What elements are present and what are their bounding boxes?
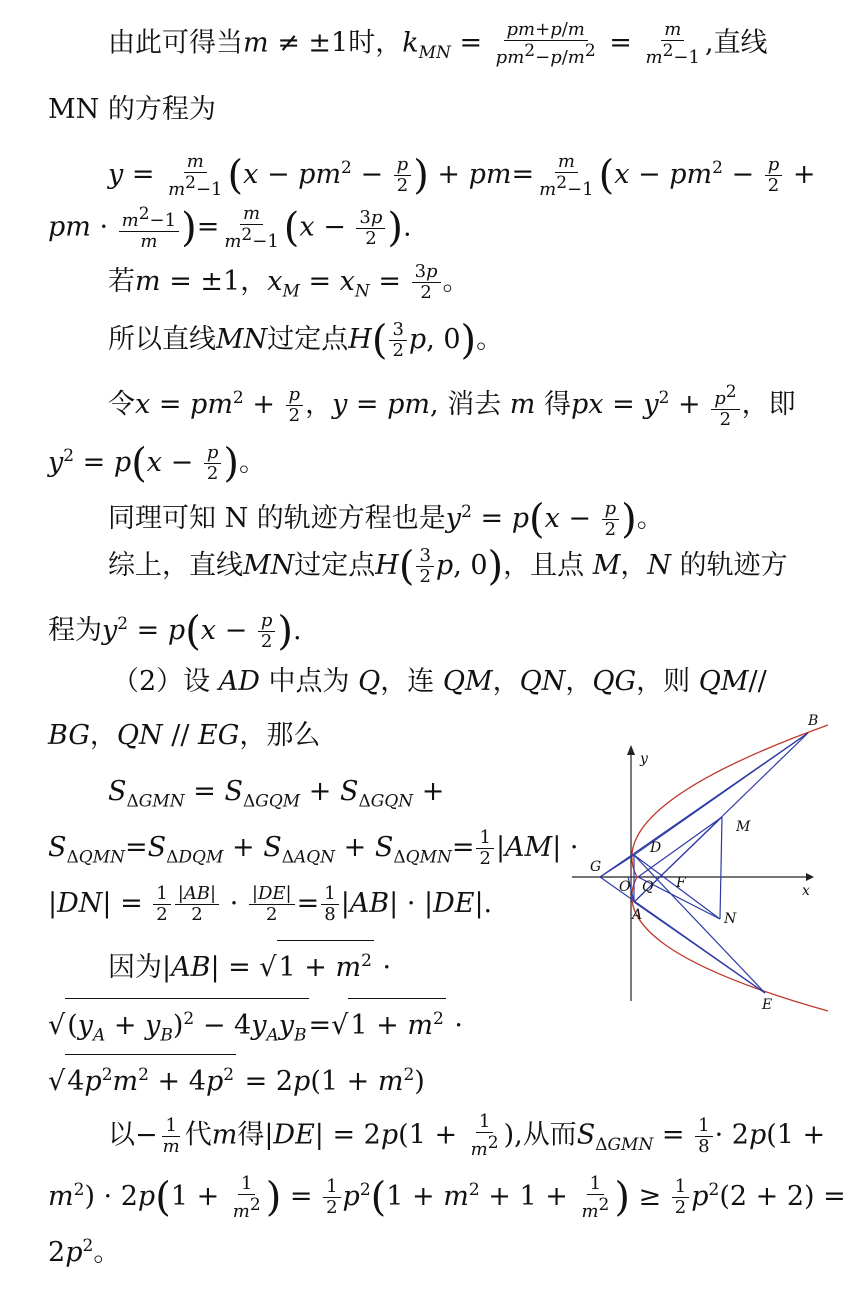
line-19: $√4p^2m^2 + 4p^2 = 2p(1 + m^2)$ [48,1054,425,1102]
label-Q: Q [642,879,654,895]
line-DE [634,855,765,993]
line-20: 以− $\frac{1}{m}$ 代m得|DE| = 2p(1 + $\frac{1}{m^2}$ ),从而$S_{\Delta GMN}$ = $\frac{1}{8}$ · 2p(1 + [108,1111,826,1160]
label-B: B [808,713,819,729]
y-axis-arrow [627,745,635,755]
label-D: D [650,840,662,856]
fraction: $\frac{m}{m^2-1}$ [645,19,700,68]
parabola-figure [570,705,832,1023]
line-15: $S_{\Delta QMN}=S_{\Delta DQM} + S_{\Delta AQN} + S_{\Delta QMN}=$ $\frac{1}{2}$ |AM| · [48,827,579,869]
label-G: G [590,859,602,875]
line-9: 同理可知 N 的轨迹方程也是$y^2 = p(x$ − $\frac{p}{2}$ )。 [108,496,664,543]
line-11: 程为$y^2 = p(x$ − $\frac{p}{2}$ ). [48,608,302,655]
line-13: BG，QN // EG，那么 [48,720,321,751]
line-5: 若m = ±1，$x_M = x_N$ = $\frac{3p}{2}$ 。 [108,261,470,303]
line-10: 综上，直线MN过定点H( $\frac{3}{2}$ p, 0)，且点 M，N 的轨迹方 [108,543,788,590]
line-DB [634,733,808,855]
label-N: N [724,911,737,927]
x-axis-arrow [806,873,814,881]
line-AE [634,902,765,993]
line-8: $y^2 = p(x$ − $\frac{p}{2}$ )。 [48,440,266,487]
axis-label-x: x [802,883,810,899]
axis-label-y: y [640,751,648,767]
label-E: E [762,997,773,1013]
line-18: $√(y_A + y_B)^2 - 4y_Ay_B=√1 + m^2$ · [48,998,463,1055]
fraction: $\frac{pm+p/m}{pm^2-p/m^2}$ [495,19,596,68]
line-MN [720,817,722,919]
line-7: 令$x = pm^2$ + $\frac{p}{2}$ ，y = pm, 消去 m 得px = $y^2$ + $\frac{p^2}{2}$ ，即 [108,381,796,430]
line-2: MN 的方程为 [48,94,216,125]
label-F: F [676,875,686,891]
line-17: 因为$|AB| = √1 + m^2$ · [108,940,391,988]
line-GD [600,855,634,877]
line-3: y = $\frac{m}{m^2-1}$ ($x - pm^2$ − $\frac{p}{2}$ ) + pm= $\frac{m}{m^2-1}$ ($x - pm^2$ − $\frac{p}{2}$ + [108,150,816,200]
line-16: |DN| = $\frac{1}{2}$ $\frac{|AB|}{2}$ · $\frac{|DE|}{2}$ = $\frac{1}{8}$ |AB| · |DE|. [48,883,493,925]
line-12: （2）设 AD 中点为 Q，连 QM，QN，QG，则 QM// [112,666,767,697]
label-O: O [619,879,631,895]
label-M: M [736,819,751,835]
line-6: 所以直线MN过定点H( $\frac{3}{2}$ p, 0)。 [108,317,504,364]
line-14: $S_{\Delta GMN} = S_{\Delta GQM} + S_{\Delta GQN}$ + [108,776,445,812]
label-A: A [632,907,643,923]
line-4: pm · $\frac{m^2-1}{m}$ )= $\frac{m}{m^2-1}$ (x − $\frac{3p}{2}$ ). [48,203,412,252]
line-22: $2p^2$。 [48,1236,121,1268]
line-21: $m^2) \cdot 2p(1$ + $\frac{1}{m^2}$ ) = $\frac{1}{2}$ $p^2(1 + m^2 + 1$ + $\frac{1}{m^2}$ ) ≥ $\frac{1}{2}$ $p^2(2 + 2)$ = [48,1172,846,1222]
line-1: 由此可得当m ≠ ±1时，$k_{MN}$ = $\frac{pm+p/m}{pm^2-p/m^2}$ = $\frac{m}{m^2-1}$ ,直线 [108,19,768,68]
